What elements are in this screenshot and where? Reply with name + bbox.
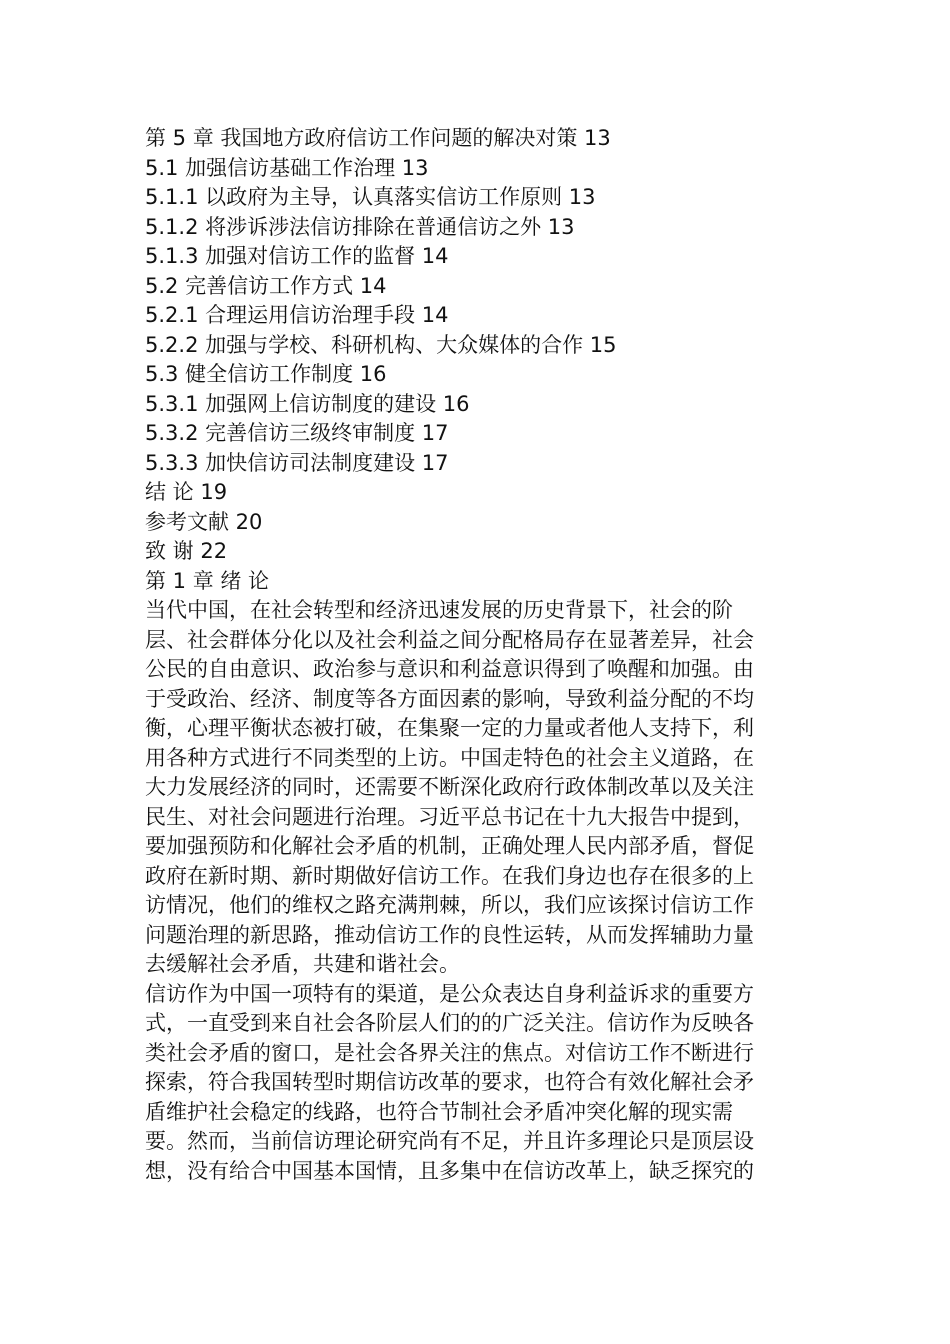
toc-entry: 5.1 加强信访基础工作治理 13 xyxy=(145,155,429,180)
toc-entry: 5.1.3 加强对信访工作的监督 14 xyxy=(145,244,449,268)
toc-entry: 致 谢 22 xyxy=(145,539,228,563)
paragraph-line: 信访作为中国一项特有的渠道，是公众表达自身利益诉求的重要方 xyxy=(145,981,754,1006)
toc-entry: 5.1.1 以政府为主导，认真落实信访工作原则 13 xyxy=(145,185,596,209)
toc-entry: 5.3.3 加快信访司法制度建设 17 xyxy=(145,450,449,475)
toc-entry: 5.2.2 加强与学校、科研机构、大众媒体的合作 15 xyxy=(145,332,617,357)
document-page xyxy=(145,124,795,1186)
paragraph-line: 层、社会群体分化以及社会利益之间分配格局存在显著差异，社会 xyxy=(145,627,754,652)
paragraph-line: 大力发展经济的同时，还需要不断深化政府行政体制改革以及关注 xyxy=(145,775,754,799)
table-of-contents xyxy=(145,124,795,567)
toc-entry: 结 论 19 xyxy=(145,480,228,504)
paragraph-line: 式，一直受到来自社会各阶层人们的的广泛关注。信访作为反映各 xyxy=(145,1011,754,1035)
paragraph-line: 访情况，他们的维权之路充满荆棘，所以，我们应该探讨信访工作 xyxy=(145,893,754,917)
paragraph-line: 探索，符合我国转型时期信访改革的要求，也符合有效化解社会矛 xyxy=(145,1070,754,1094)
body-paragraph-2 xyxy=(145,980,795,1187)
toc-entry: 5.3.2 完善信访三级终审制度 17 xyxy=(145,421,449,445)
paragraph-line: 盾维护社会稳定的线路，也符合节制社会矛盾冲突化解的现实需 xyxy=(145,1099,733,1124)
paragraph-line: 要。然而，当前信访理论研究尚有不足，并且许多理论只是顶层设 xyxy=(145,1129,754,1153)
paragraph-line: 当代中国，在社会转型和经济迅速发展的历史背景下，社会的阶 xyxy=(145,598,733,622)
body-paragraph-1 xyxy=(145,596,795,980)
toc-entry: 参考文献 20 xyxy=(145,509,263,534)
paragraph-line: 公民的自由意识、政治参与意识和利益意识得到了唤醒和加强。由 xyxy=(145,657,754,681)
toc-entry: 第 5 章 我国地方政府信访工作问题的解决对策 13 xyxy=(145,126,611,150)
paragraph-line: 于受政治、经济、制度等各方面因素的影响，导致利益分配的不均 xyxy=(145,686,754,711)
paragraph-line: 用各种方式进行不同类型的上访。中国走特色的社会主义道路，在 xyxy=(145,745,754,770)
toc-entry: 5.1.2 将涉诉涉法信访排除在普通信访之外 13 xyxy=(145,214,575,239)
paragraph-line: 衡，心理平衡状态被打破，在集聚一定的力量或者他人支持下，利 xyxy=(145,716,754,740)
toc-entry: 5.2 完善信访工作方式 14 xyxy=(145,273,387,298)
paragraph-line: 民生、对社会问题进行治理。习近平总书记在十九大报告中提到， xyxy=(145,804,754,829)
toc-entry: 5.3 健全信访工作制度 16 xyxy=(145,362,387,386)
paragraph-line: 要加强预防和化解社会矛盾的机制，正确处理人民内部矛盾，督促 xyxy=(145,834,754,858)
toc-entry: 5.2.1 合理运用信访治理手段 14 xyxy=(145,303,449,327)
paragraph-line: 类社会矛盾的窗口，是社会各界关注的焦点。对信访工作不断进行 xyxy=(145,1040,754,1065)
toc-entry: 5.3.1 加强网上信访制度的建设 16 xyxy=(145,391,470,416)
paragraph-line: 想，没有给合中国基本国情，且多集中在信访改革上，缺乏探究的 xyxy=(145,1158,754,1183)
paragraph-line: 问题治理的新思路，推动信访工作的良性运转，从而发挥辅助力量 xyxy=(145,922,754,947)
paragraph-line: 政府在新时期、新时期做好信访工作。在我们身边也存在很多的上 xyxy=(145,863,754,888)
chapter-heading: 第 1 章 绪 论 xyxy=(145,568,270,593)
paragraph-line: 去缓解社会矛盾，共建和谐社会。 xyxy=(145,952,460,976)
